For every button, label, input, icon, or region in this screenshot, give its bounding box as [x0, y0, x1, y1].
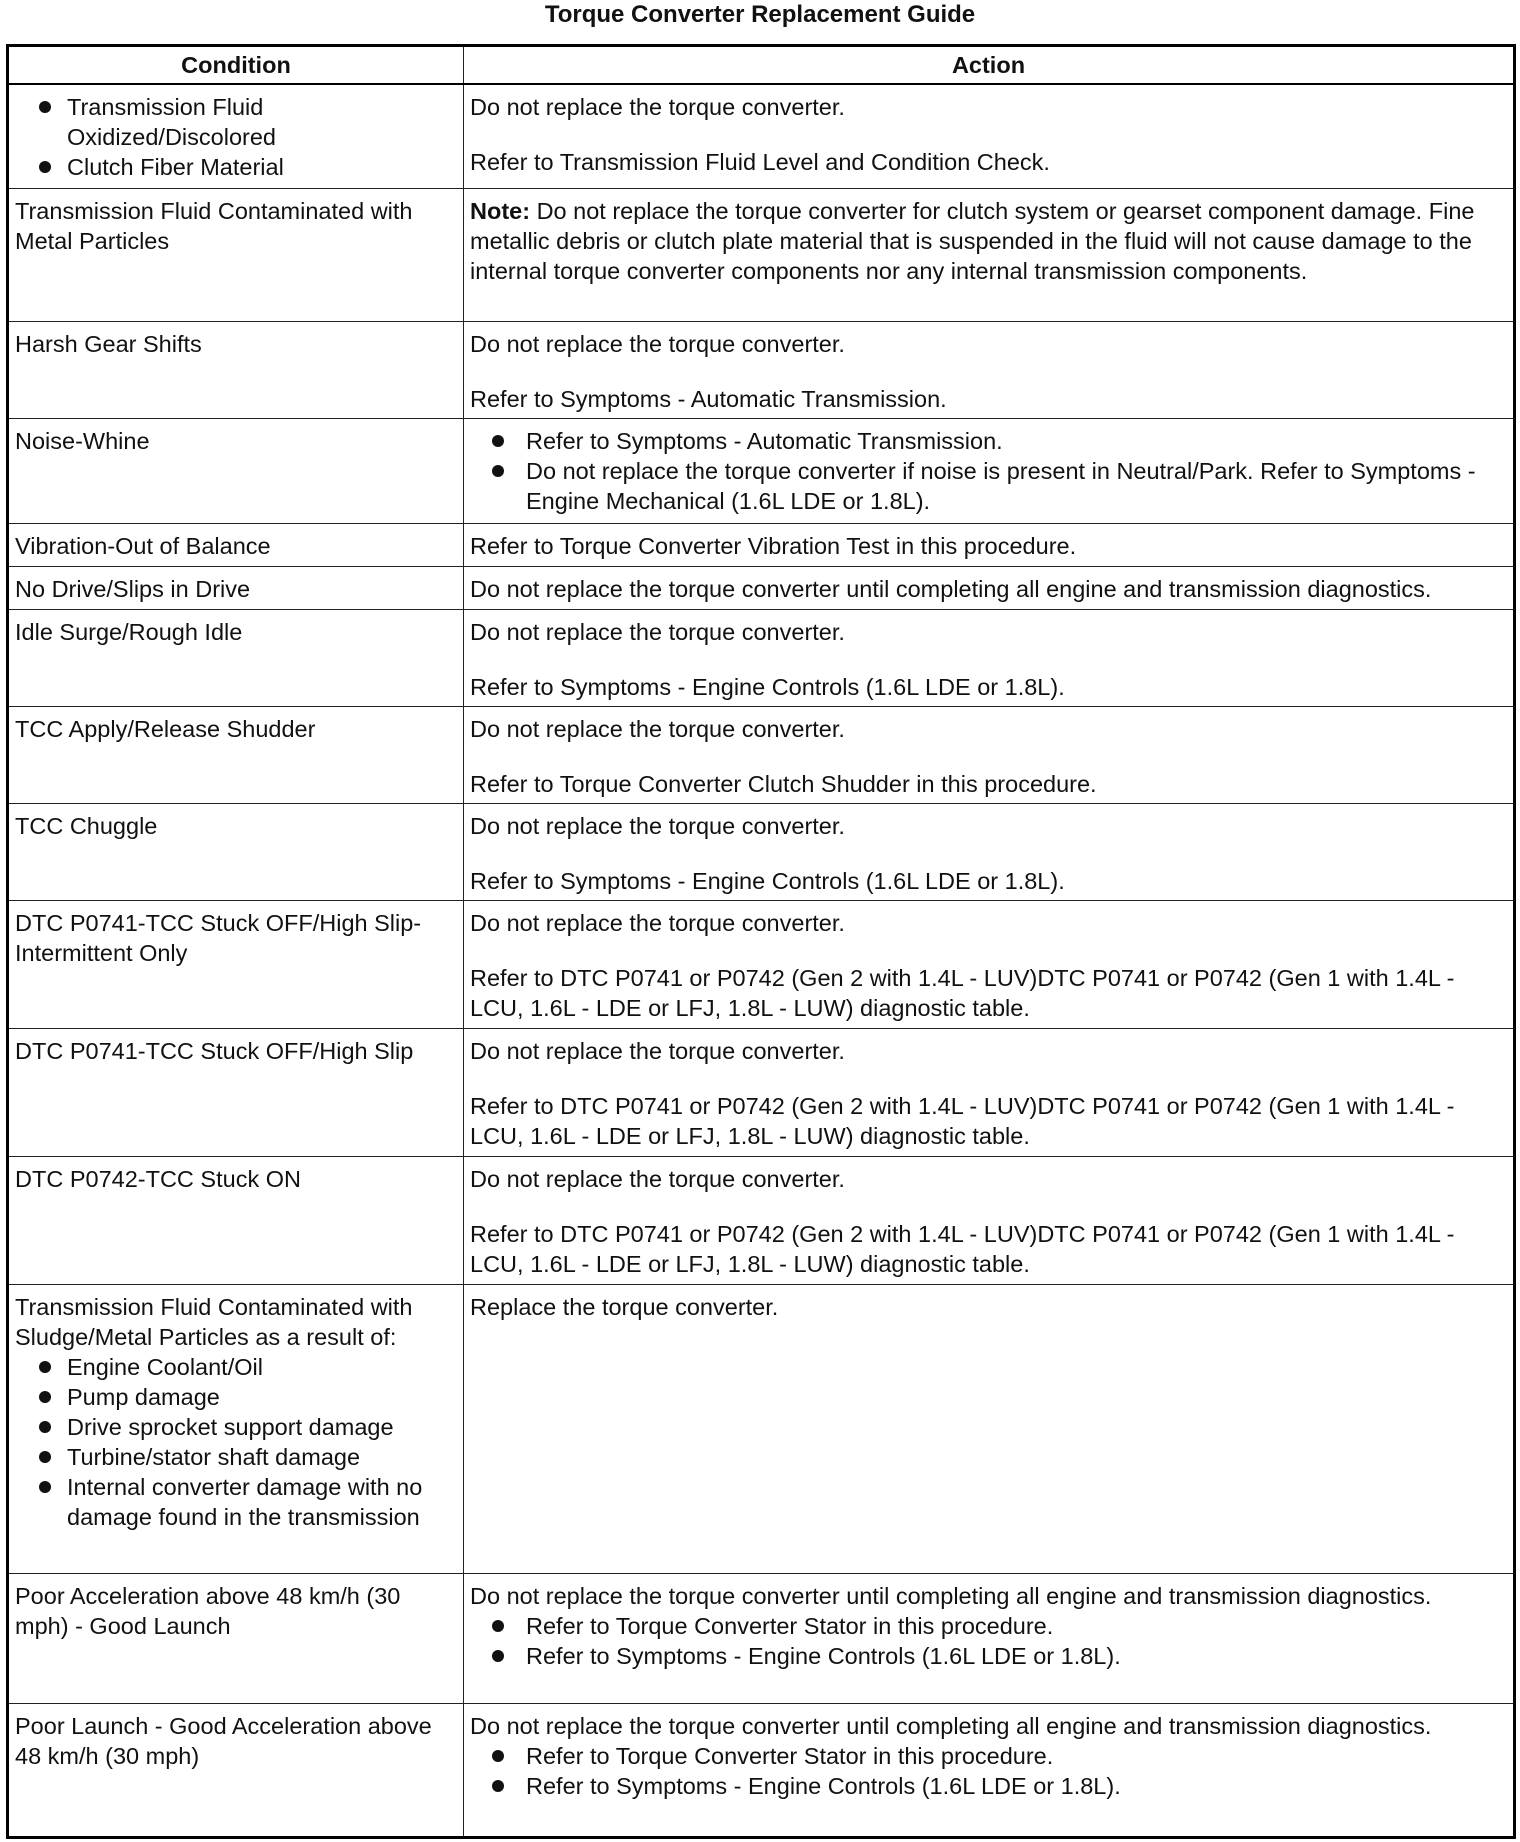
action-cell — [464, 321, 1515, 418]
action-paragraph: Do not replace the torque converter until completing all engine and transmission diagnostics. — [470, 1712, 1432, 1739]
table-header-row — [8, 46, 1515, 85]
action-bullet-item: Refer to Symptoms - Automatic Transmission. — [470, 426, 1506, 456]
condition-bullet-item: Clutch Fiber Material — [15, 152, 456, 182]
action-paragraph: Refer to Transmission Fluid Level and Condition Check. — [470, 149, 1050, 175]
action-cell — [464, 609, 1515, 706]
action-paragraph: Do not replace the torque converter. — [470, 812, 845, 839]
condition-bullet-item: Engine Coolant/Oil — [15, 1352, 456, 1382]
action-cell: Refer to Torque Converter Vibration Test in this procedure. — [464, 523, 1515, 566]
condition-cell: Poor Launch - Good Acceleration above 48 km/h (30 mph) — [8, 1703, 464, 1837]
table-row — [8, 1284, 1515, 1573]
condition-cell: DTC P0741-TCC Stuck OFF/High Slip — [8, 1028, 464, 1156]
condition-cell: TCC Apply/Release Shudder — [8, 706, 464, 803]
condition-cell: Transmission Fluid Contaminated with Metal Particles — [8, 188, 464, 321]
condition-cell: DTC P0741-TCC Stuck OFF/High Slip-Intermittent Only — [8, 900, 464, 1028]
table-row — [8, 523, 1515, 566]
condition-cell: Idle Surge/Rough Idle — [8, 609, 464, 706]
condition-cell — [8, 84, 464, 188]
action-paragraph: Refer to Torque Converter Clutch Shudder in this procedure. — [470, 770, 1097, 797]
action-bullet-item: Refer to Torque Converter Stator in this procedure. — [470, 1611, 1506, 1641]
action-paragraph: Do not replace the torque converter until completing all engine and transmission diagnostics. — [470, 1582, 1432, 1609]
condition-bullet-item: Internal converter damage with no damage found in the transmission — [15, 1472, 456, 1532]
action-cell — [464, 706, 1515, 803]
action-paragraph: Do not replace the torque converter. — [470, 1037, 845, 1064]
action-cell — [464, 1573, 1515, 1703]
action-cell: Replace the torque converter. — [464, 1284, 1515, 1573]
action-bullet-item: Refer to Symptoms - Engine Controls (1.6L LDE or 1.8L). — [470, 1771, 1506, 1801]
page-title: Torque Converter Replacement Guide — [544, 1, 976, 28]
condition-cell: Noise-Whine — [8, 418, 464, 523]
action-paragraph: Do not replace the torque converter. — [470, 715, 845, 742]
action-note — [470, 196, 1506, 286]
table-row — [8, 1703, 1515, 1837]
condition-column-header: Condition — [8, 46, 464, 85]
condition-text: Transmission Fluid Contaminated with Sludge/Metal Particles as a result of: — [15, 1293, 413, 1350]
condition-bullet-item: Pump damage — [15, 1382, 456, 1412]
action-bullet-list — [470, 426, 1506, 516]
action-paragraph: Do not replace the torque converter. — [470, 909, 845, 936]
action-paragraph: Refer to Symptoms - Engine Controls (1.6L LDE or 1.8L). — [470, 867, 1065, 894]
action-paragraph: Refer to DTC P0741 or P0742 (Gen 2 with 1.4L - LUV)DTC P0741 or P0742 (Gen 1 with 1.4L - LCU, 1.6L - LDE or LFJ, 1.8L - LUW) diagnostic table. — [470, 964, 1455, 1021]
table-row — [8, 321, 1515, 418]
condition-bullet-item: Transmission Fluid Oxidized/Discolored — [15, 92, 456, 152]
action-cell — [464, 1156, 1515, 1284]
table-row — [8, 900, 1515, 1028]
action-paragraph: Do not replace the torque converter. — [470, 330, 845, 357]
condition-bullet-list — [15, 92, 456, 182]
note-text: Do not replace the torque converter for clutch system or gearset component damage. Fine metallic debris or clutch plate material that is suspended in the fluid will not cause damage to the internal torque converter components nor any internal transmission components. — [470, 197, 1475, 284]
condition-cell: TCC Chuggle — [8, 803, 464, 900]
action-bullet-item: Do not replace the torque converter if noise is present in Neutral/Park. Refer to Symptoms - Engine Mechanical (1.6L LDE or 1.8L). — [470, 456, 1506, 516]
action-column-header: Action — [464, 46, 1515, 85]
table-row — [8, 1573, 1515, 1703]
action-cell: Do not replace the torque converter until completing all engine and transmission diagnostics. — [464, 566, 1515, 609]
table-row — [8, 706, 1515, 803]
note-label: Note: — [470, 197, 531, 224]
table-row — [8, 1156, 1515, 1284]
table-row — [8, 803, 1515, 900]
action-cell — [464, 900, 1515, 1028]
action-cell — [464, 188, 1515, 321]
action-paragraph: Do not replace the torque converter. — [470, 1165, 845, 1192]
condition-bullet-item: Drive sprocket support damage — [15, 1412, 456, 1442]
action-cell — [464, 84, 1515, 188]
action-paragraph: Refer to DTC P0741 or P0742 (Gen 2 with 1.4L - LUV)DTC P0741 or P0742 (Gen 1 with 1.4L - LCU, 1.6L - LDE or LFJ, 1.8L - LUW) diagnostic table. — [470, 1220, 1455, 1277]
table-row — [8, 84, 1515, 188]
condition-cell: No Drive/Slips in Drive — [8, 566, 464, 609]
action-cell — [464, 418, 1515, 523]
action-cell — [464, 1703, 1515, 1837]
action-bullet-list — [470, 1741, 1506, 1801]
action-bullet-list — [470, 1611, 1506, 1671]
condition-bullet-list — [15, 1352, 456, 1532]
condition-cell: Vibration-Out of Balance — [8, 523, 464, 566]
action-bullet-item: Refer to Symptoms - Engine Controls (1.6L LDE or 1.8L). — [470, 1641, 1506, 1671]
table-row — [8, 1028, 1515, 1156]
action-paragraph: Do not replace the torque converter. — [470, 94, 845, 120]
condition-cell: Poor Acceleration above 48 km/h (30 mph) - Good Launch — [8, 1573, 464, 1703]
table-row — [8, 418, 1515, 523]
table-row — [8, 609, 1515, 706]
condition-cell — [8, 1284, 464, 1573]
action-paragraph: Refer to Symptoms - Engine Controls (1.6L LDE or 1.8L). — [470, 673, 1065, 700]
table-row — [8, 188, 1515, 321]
action-bullet-item: Refer to Torque Converter Stator in this procedure. — [470, 1741, 1506, 1771]
replacement-guide-table — [6, 44, 1516, 1839]
table-row — [8, 566, 1515, 609]
action-cell — [464, 1028, 1515, 1156]
condition-cell: Harsh Gear Shifts — [8, 321, 464, 418]
action-paragraph: Refer to Symptoms - Automatic Transmission. — [470, 385, 947, 412]
condition-bullet-item: Turbine/stator shaft damage — [15, 1442, 456, 1472]
action-paragraph: Do not replace the torque converter. — [470, 618, 845, 645]
action-cell — [464, 803, 1515, 900]
condition-cell: DTC P0742-TCC Stuck ON — [8, 1156, 464, 1284]
action-paragraph: Refer to DTC P0741 or P0742 (Gen 2 with 1.4L - LUV)DTC P0741 or P0742 (Gen 1 with 1.4L - LCU, 1.6L - LDE or LFJ, 1.8L - LUW) diagnostic table. — [470, 1092, 1455, 1149]
